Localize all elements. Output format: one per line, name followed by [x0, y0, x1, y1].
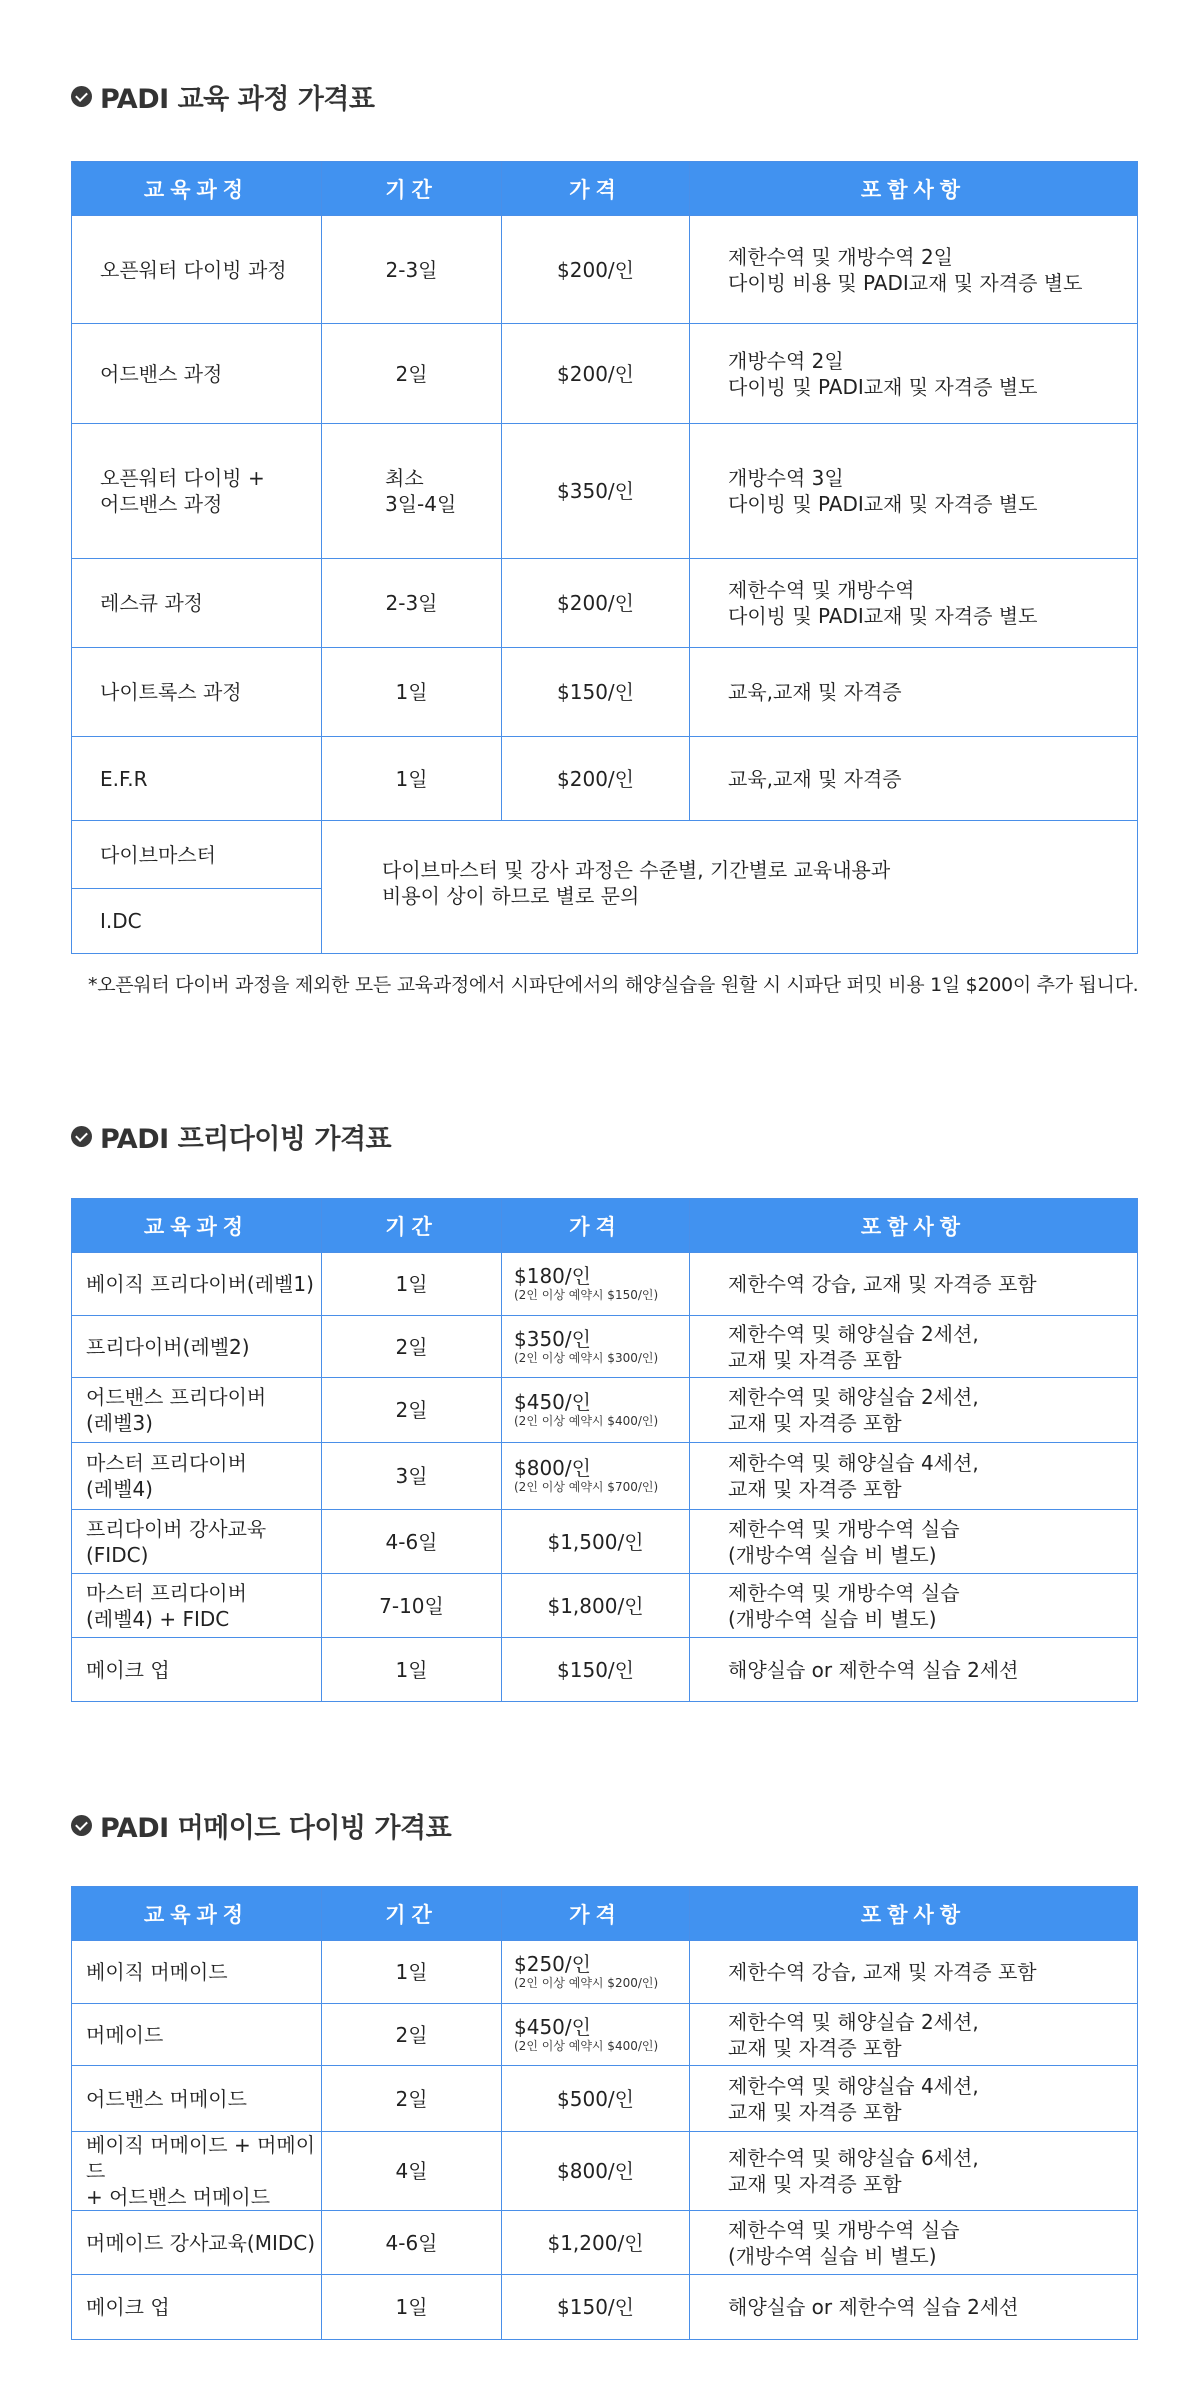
header-includes: 포함사항	[690, 1887, 1138, 1941]
course-name: 나이트록스 과정	[72, 648, 322, 737]
table-row	[72, 324, 1138, 424]
course-name: 오픈워터 다이빙 과정	[72, 216, 322, 324]
course-price: $350/인	[502, 424, 690, 559]
table-row	[72, 1253, 1138, 1316]
price-main: $350/인	[514, 1326, 591, 1351]
section-title-text: PADI 머메이드 다이빙 가격표	[100, 1812, 452, 1844]
footnote: *오픈워터 다이버 과정을 제외한 모든 교육과정에서 시파단에서의 해양실습을 원할 시 시파단 퍼밋 비용 1일 $200이 추가 됩니다.	[88, 974, 1139, 996]
course-includes: 해양실습 or 제한수역 실습 2세션	[690, 2275, 1138, 2340]
check-circle-icon	[71, 86, 92, 107]
course-price: $150/인	[502, 2275, 690, 2340]
course-period: 1일	[322, 1941, 502, 2004]
course-period: 4-6일	[322, 2211, 502, 2275]
course-name: 마스터 프리다이버 (레벨4)	[72, 1443, 322, 1510]
merged-note: 다이브마스터 및 강사 과정은 수준별, 기간별로 교육내용과 비용이 상이 하므로 별로 문의	[322, 821, 1138, 954]
table-row	[72, 559, 1138, 648]
course-name: 메이크 업	[72, 2275, 322, 2340]
price-note: (2인 이상 예약시 $200/인)	[514, 1976, 659, 1990]
course-period: 4-6일	[322, 1510, 502, 1574]
course-includes: 제한수역 및 해양실습 2세션, 교재 및 자격증 포함	[690, 2004, 1138, 2066]
price-main: $450/인	[514, 2014, 591, 2039]
freediving-price-table	[71, 1198, 1138, 1702]
course-price	[502, 2004, 690, 2066]
table-row	[72, 648, 1138, 737]
check-circle-icon	[71, 1815, 92, 1836]
course-includes: 제한수역 및 개방수역 2일 다이빙 비용 및 PADI교재 및 자격증 별도	[690, 216, 1138, 324]
course-period: 최소 3일-4일	[322, 424, 502, 559]
course-price: $200/인	[502, 559, 690, 648]
table-row	[72, 1443, 1138, 1510]
course-period: 2일	[322, 324, 502, 424]
course-price	[502, 1316, 690, 1378]
header-includes: 포함사항	[690, 162, 1138, 216]
course-name: 프리다이버 강사교육(FIDC)	[72, 1510, 322, 1574]
table-row	[72, 1378, 1138, 1443]
course-name: 베이직 프리다이버(레벨1)	[72, 1253, 322, 1316]
scuba-price-table	[71, 161, 1138, 954]
mermaid-price-table	[71, 1886, 1138, 2340]
table-row	[72, 737, 1138, 821]
table-row	[72, 216, 1138, 324]
course-name: 메이크 업	[72, 1638, 322, 1702]
table-row	[72, 2066, 1138, 2132]
course-name: 다이브마스터	[72, 821, 322, 889]
table-header-row	[72, 1887, 1138, 1941]
course-price: $150/인	[502, 1638, 690, 1702]
header-period: 기간	[322, 1887, 502, 1941]
course-includes: 개방수역 2일 다이빙 및 PADI교재 및 자격증 별도	[690, 324, 1138, 424]
course-includes: 제한수역 및 해양실습 2세션, 교재 및 자격증 포함	[690, 1316, 1138, 1378]
table-row	[72, 2132, 1138, 2211]
course-period: 1일	[322, 1638, 502, 1702]
course-price	[502, 1253, 690, 1316]
course-period: 1일	[322, 2275, 502, 2340]
course-period: 2일	[322, 1316, 502, 1378]
course-period: 2-3일	[322, 216, 502, 324]
header-price: 가격	[502, 162, 690, 216]
course-price: $1,800/인	[502, 1574, 690, 1638]
course-name: 마스터 프리다이버 (레벨4) + FIDC	[72, 1574, 322, 1638]
table-row	[72, 2211, 1138, 2275]
table-header-row	[72, 162, 1138, 216]
price-note: (2인 이상 예약시 $400/인)	[514, 1414, 659, 1428]
price-main: $180/인	[514, 1264, 591, 1288]
course-period: 1일	[322, 737, 502, 821]
course-includes: 제한수역 및 해양실습 2세션, 교재 및 자격증 포함	[690, 1378, 1138, 1443]
course-price: $150/인	[502, 648, 690, 737]
course-period: 3일	[322, 1443, 502, 1510]
table-row	[72, 1510, 1138, 1574]
course-name: 베이직 머메이드	[72, 1941, 322, 2004]
course-includes: 제한수역 강습, 교재 및 자격증 포함	[690, 1253, 1138, 1316]
course-name: 머메이드	[72, 2004, 322, 2066]
course-includes: 제한수역 및 해양실습 6세션, 교재 및 자격증 포함	[690, 2132, 1138, 2211]
course-includes: 제한수역 및 개방수역 실습 (개방수역 실습 비 별도)	[690, 1574, 1138, 1638]
header-period: 기간	[322, 1199, 502, 1253]
course-price	[502, 1378, 690, 1443]
section-title-freediving	[71, 1119, 391, 1153]
course-price	[502, 1941, 690, 2004]
header-course: 교육과정	[72, 1887, 322, 1941]
section-title-scuba	[71, 79, 374, 113]
course-includes: 교육,교재 및 자격증	[690, 737, 1138, 821]
price-note: (2인 이상 예약시 $400/인)	[514, 2038, 659, 2053]
table-row	[72, 2275, 1138, 2340]
course-includes: 제한수역 및 개방수역 실습 (개방수역 실습 비 별도)	[690, 2211, 1138, 2275]
header-course: 교육과정	[72, 162, 322, 216]
price-note: (2인 이상 예약시 $700/인)	[514, 1480, 659, 1494]
table-row	[72, 1574, 1138, 1638]
course-period: 7-10일	[322, 1574, 502, 1638]
check-circle-icon	[71, 1126, 92, 1147]
section-title-text: PADI 프리다이빙 가격표	[100, 1123, 392, 1155]
price-note: (2인 이상 예약시 $300/인)	[514, 1350, 659, 1365]
section-title-text: PADI 교육 과정 가격표	[100, 83, 375, 115]
course-period: 2일	[322, 2004, 502, 2066]
course-includes: 교육,교재 및 자격증	[690, 648, 1138, 737]
header-period: 기간	[322, 162, 502, 216]
course-price: $1,500/인	[502, 1510, 690, 1574]
course-includes: 제한수역 및 개방수역 실습 (개방수역 실습 비 별도)	[690, 1510, 1138, 1574]
course-name: I.DC	[72, 889, 322, 954]
course-price: $200/인	[502, 737, 690, 821]
header-course: 교육과정	[72, 1199, 322, 1253]
course-period: 2일	[322, 1378, 502, 1443]
course-name: 베이직 머메이드 + 머메이드 + 어드밴스 머메이드	[72, 2132, 322, 2211]
table-header-row	[72, 1199, 1138, 1253]
course-price: $200/인	[502, 324, 690, 424]
course-period: 4일	[322, 2132, 502, 2211]
header-price: 가격	[502, 1199, 690, 1253]
course-name: 오픈워터 다이빙 + 어드밴스 과정	[72, 424, 322, 559]
table-row	[72, 1941, 1138, 2004]
course-price: $500/인	[502, 2066, 690, 2132]
course-name: 프리다이버(레벨2)	[72, 1316, 322, 1378]
course-name: E.F.R	[72, 737, 322, 821]
header-includes: 포함사항	[690, 1199, 1138, 1253]
table-row	[72, 2004, 1138, 2066]
table-row	[72, 1316, 1138, 1378]
price-main: $250/인	[514, 1952, 591, 1976]
header-price: 가격	[502, 1887, 690, 1941]
course-price: $1,200/인	[502, 2211, 690, 2275]
course-includes: 제한수역 및 해양실습 4세션, 교재 및 자격증 포함	[690, 2066, 1138, 2132]
course-includes: 해양실습 or 제한수역 실습 2세션	[690, 1638, 1138, 1702]
table-row	[72, 1638, 1138, 1702]
course-name: 어드밴스 과정	[72, 324, 322, 424]
course-period: 2일	[322, 2066, 502, 2132]
section-title-mermaid	[71, 1808, 451, 1842]
course-includes: 제한수역 및 해양실습 4세션, 교재 및 자격증 포함	[690, 1443, 1138, 1510]
course-name: 어드밴스 프리다이버 (레벨3)	[72, 1378, 322, 1443]
course-name: 머메이드 강사교육(MIDC)	[72, 2211, 322, 2275]
course-price: $200/인	[502, 216, 690, 324]
course-period: 1일	[322, 1253, 502, 1316]
course-name: 레스큐 과정	[72, 559, 322, 648]
course-price: $800/인	[502, 2132, 690, 2211]
course-includes: 제한수역 강습, 교재 및 자격증 포함	[690, 1941, 1138, 2004]
course-price	[502, 1443, 690, 1510]
course-period: 2-3일	[322, 559, 502, 648]
price-main: $450/인	[514, 1390, 591, 1414]
course-period: 1일	[322, 648, 502, 737]
course-includes: 제한수역 및 개방수역 다이빙 및 PADI교재 및 자격증 별도	[690, 559, 1138, 648]
course-name: 어드밴스 머메이드	[72, 2066, 322, 2132]
price-main: $800/인	[514, 1456, 591, 1480]
table-row	[72, 821, 1138, 889]
course-includes: 개방수역 3일 다이빙 및 PADI교재 및 자격증 별도	[690, 424, 1138, 559]
price-note: (2인 이상 예약시 $150/인)	[514, 1288, 659, 1302]
table-row	[72, 424, 1138, 559]
